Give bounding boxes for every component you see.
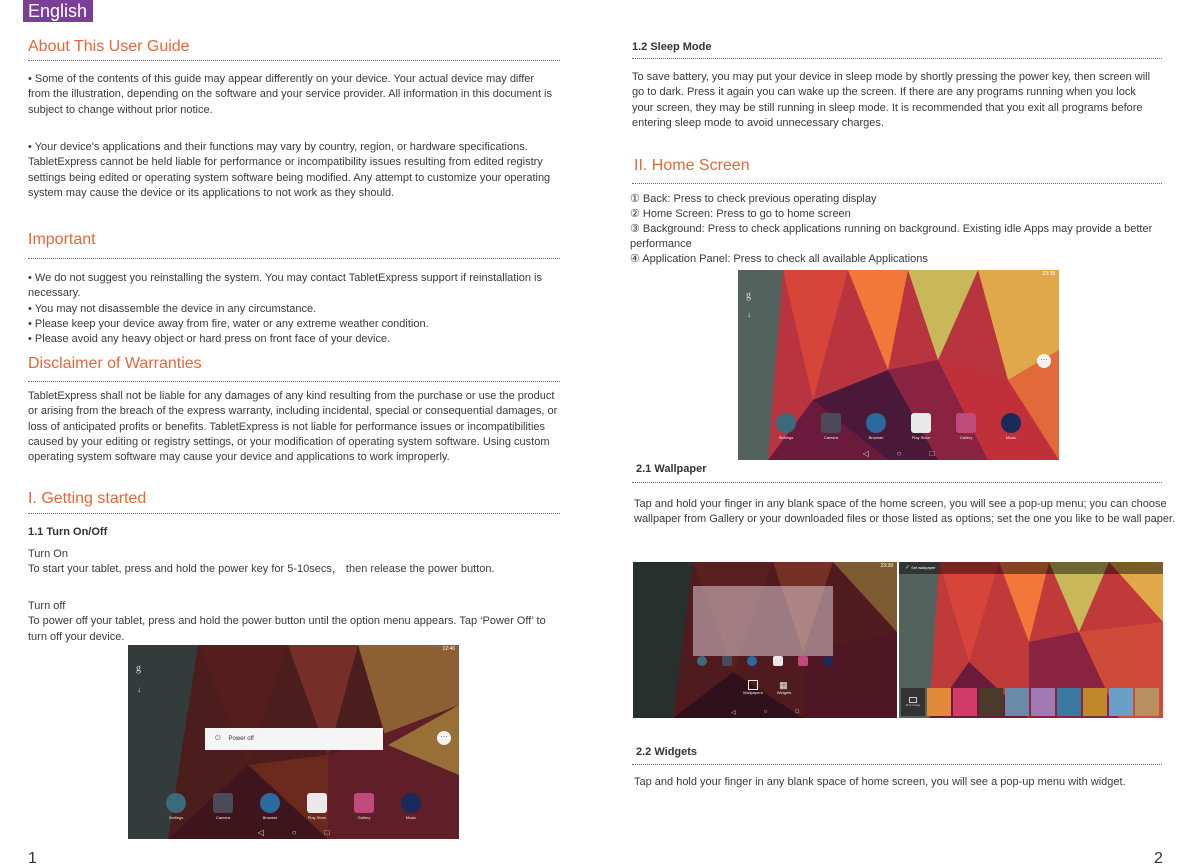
wallpaper-thumbnail[interactable]: [1005, 688, 1029, 716]
wallpaper-picker-screenshot: [899, 562, 1163, 718]
wallpaper-thumbnail[interactable]: [979, 688, 1003, 716]
important-list: [28, 271, 558, 347]
divider: [632, 482, 1162, 483]
app-gallery[interactable]: Gallery: [344, 793, 384, 820]
globe-icon: [866, 413, 886, 433]
dock: [697, 656, 833, 666]
back-icon[interactable]: ◁: [257, 827, 264, 837]
settings-icon: [776, 413, 796, 433]
app-play-store[interactable]: Play Store: [297, 793, 337, 820]
divider: [28, 381, 560, 382]
disclaimer-paragraph: TabletExpress shall not be liable for any damages of any kind resulting from the purchase or use the product or arising from the breach of the express warranty, including incidental, special or consequential damages, or loss of anticipated profits or benefits. TabletExpress is not liable for performance issues or incompatibilities caused by your editing or registry settings, or your modification of operating system software. Using custom operating system software may cause your device and applications to work improperly.: [28, 390, 558, 464]
gallery-icon: [956, 413, 976, 433]
list-item: ① Back: Press to check previous operating display: [630, 193, 877, 205]
app-browser[interactable]: Browser: [856, 413, 896, 440]
status-bar: 23:38: [1042, 271, 1055, 277]
list-item: • We do not suggest you reinstalling the system. You may contact TabletExpress support if reinstallation is necessary.: [28, 272, 542, 300]
screen-preview: [693, 586, 833, 656]
settings-icon: [166, 793, 186, 813]
home-screen-list: [630, 192, 1160, 267]
app-camera[interactable]: Camera: [811, 413, 851, 440]
important-heading: Important: [28, 231, 96, 248]
music-icon: [823, 656, 833, 666]
gallery-icon: [798, 656, 808, 666]
app-play-store[interactable]: Play Store: [901, 413, 941, 440]
music-icon: [1001, 413, 1021, 433]
about-paragraph-1: • Some of the contents of this guide may appear differently on your device. Your actual device may differ from the illustration, depending on the software and your service provider. All information in this document is subject to change without prior notice.: [28, 73, 552, 116]
sleep-mode-paragraph: To save battery, you may put your device in sleep mode by shortly pressing the power key, then screen will go to dark. Press it again you can wake up the screen. If there are any programs running when you lock your screen, they may be still running in sleep mode. It is recommended that you exit all programs before entering sleep mode to avoid unnecessary charges.: [632, 71, 1151, 129]
navigation-bar: [738, 446, 1059, 460]
list-item: • Please avoid any heavy object or hard press on front face of your device.: [28, 333, 391, 346]
widgets-heading: 2.2 Widgets: [636, 746, 698, 758]
navigation-bar: [128, 825, 459, 839]
recents-icon[interactable]: □: [929, 448, 935, 458]
camera-icon: [821, 413, 841, 433]
list-item: ④ Application Panel: Press to check all available Applications: [630, 253, 928, 265]
home-screen-heading: II. Home Screen: [634, 157, 750, 174]
wallpaper-menu-screenshot: [633, 562, 897, 718]
page-number: 1: [28, 850, 37, 866]
app-music[interactable]: Music: [991, 413, 1031, 440]
image-icon: [748, 680, 758, 690]
app-drawer-icon[interactable]: ⋯: [437, 731, 451, 745]
divider: [28, 513, 560, 514]
navigation-bar: [633, 706, 897, 718]
music-icon: [401, 793, 421, 813]
dock: [156, 793, 431, 820]
play-store-icon: [307, 793, 327, 813]
turn-on-paragraph: Turn On To start your tablet, press and hold the power key for 5-10secs， then release the power button.: [28, 548, 495, 576]
wallpapers-option[interactable]: Wallpapers: [743, 680, 763, 695]
globe-icon: [260, 793, 280, 813]
power-off-option[interactable]: Power off: [228, 736, 254, 742]
turn-off-paragraph: Turn off To power off your tablet, press and hold the power button until the option menu appears. Tap ‘Power Off’ to turn off your device.: [28, 600, 546, 643]
app-drawer-icon[interactable]: ⋯: [1037, 354, 1051, 368]
divider: [28, 60, 560, 61]
list-item: • Please keep your device away from fire, water or any extreme weather condition.: [28, 317, 429, 330]
check-icon: ✓: [905, 565, 911, 571]
home-icon[interactable]: ○: [763, 709, 768, 715]
recents-icon[interactable]: □: [795, 709, 799, 715]
wallpaper-thumbnail[interactable]: [1031, 688, 1055, 716]
widgets-paragraph: Tap and hold your finger in any blank space of home screen, you will see a pop-up menu with widget.: [634, 776, 1126, 788]
microphone-icon: ↓: [137, 685, 141, 694]
power-icon: ⏻: [215, 735, 221, 742]
wallpaper-thumbnail[interactable]: [1109, 688, 1133, 716]
play-store-icon: [773, 656, 783, 666]
app-browser[interactable]: Browser: [250, 793, 290, 820]
list-item: • You may not disassemble the device in any circumstance.: [28, 302, 317, 315]
wallpaper-thumbnail[interactable]: [1083, 688, 1107, 716]
play-store-icon: [911, 413, 931, 433]
divider: [632, 58, 1162, 59]
wallpaper-heading: 2.1 Wallpaper: [636, 463, 707, 475]
wallpaper-thumbnail[interactable]: [927, 688, 951, 716]
back-icon[interactable]: ◁: [862, 448, 869, 458]
home-icon[interactable]: ○: [896, 448, 902, 458]
about-paragraph-2: • Your device's applications and their functions may vary by country, region, or hardware specifications. TabletExpress cannot be held liable for performance or incompatibility issues resulting from edited registry settings being edited or operating system software being modified. Any attempt to customize your operating system may cause the device or its applications to not work as they should.: [28, 141, 551, 199]
back-icon[interactable]: ◁: [731, 709, 736, 716]
recents-icon[interactable]: □: [324, 827, 330, 837]
grid-icon: ▦: [779, 680, 788, 690]
about-heading: About This User Guide: [28, 38, 190, 55]
disclaimer-heading: Disclaimer of Warranties: [28, 355, 202, 372]
power-menu[interactable]: [205, 728, 383, 750]
app-camera[interactable]: Camera: [203, 793, 243, 820]
app-settings[interactable]: Settings: [766, 413, 806, 440]
home-options: [743, 680, 791, 695]
camera-icon: [722, 656, 732, 666]
app-gallery[interactable]: Gallery: [946, 413, 986, 440]
page-number: 2: [1154, 850, 1163, 866]
divider: [632, 183, 1162, 184]
wallpaper-thumbnail[interactable]: [953, 688, 977, 716]
wallpaper-thumbnail[interactable]: [1057, 688, 1081, 716]
pick-image-tile[interactable]: Pick image: [901, 688, 925, 716]
wallpaper-thumbnails: [899, 686, 1163, 718]
set-wallpaper-bar[interactable]: ✓ Set wallpaper: [899, 562, 1163, 574]
divider: [632, 764, 1162, 765]
camera-icon: [213, 793, 233, 813]
dock: [766, 413, 1031, 440]
list-item: ② Home Screen: Press to go to home screen: [630, 208, 851, 220]
status-bar: 23:39: [880, 563, 893, 569]
turn-onoff-heading: 1.1 Turn On/Off: [28, 526, 108, 538]
home-icon[interactable]: ○: [291, 827, 297, 837]
microphone-icon: ↓: [747, 310, 751, 319]
wallpaper-thumbnail[interactable]: [1135, 688, 1159, 716]
widgets-option[interactable]: ▦ Widgets: [776, 680, 792, 695]
google-search-icon: g: [746, 290, 751, 301]
power-off-screenshot: [128, 645, 459, 839]
home-screen-screenshot: [738, 270, 1059, 460]
sleep-mode-heading: 1.2 Sleep Mode: [632, 41, 712, 53]
app-music[interactable]: Music: [391, 793, 431, 820]
app-settings[interactable]: Settings: [156, 793, 196, 820]
gallery-icon: [354, 793, 374, 813]
google-search-icon: g: [136, 663, 141, 674]
language-tag: English: [23, 0, 93, 22]
settings-icon: [697, 656, 707, 666]
globe-icon: [747, 656, 757, 666]
divider: [28, 258, 560, 259]
list-item: ③ Background: Press to check applications running on background. Existing idle Apps may provide a better performance: [630, 223, 1153, 250]
getting-started-heading: I. Getting started: [28, 490, 147, 507]
status-bar: 12:46: [442, 646, 455, 652]
wallpaper-paragraph: Tap and hold your finger in any blank space of the home screen, you will see a pop-up menu; you can choose wallpaper from Gallery or your downloaded files or those listed as options; set the one you like to be wall paper.: [634, 498, 1176, 526]
